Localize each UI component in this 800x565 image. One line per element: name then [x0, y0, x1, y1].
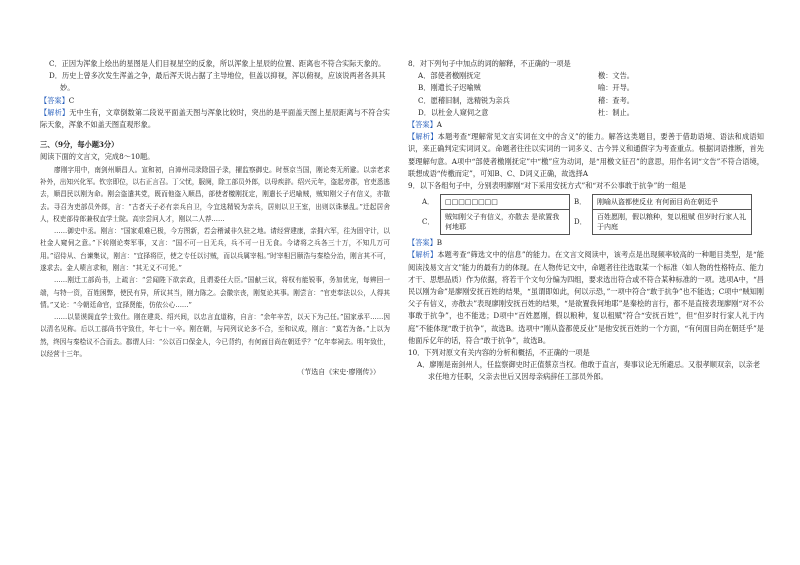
q8-analysis: 【解析】本题考查“理解常见文言实词在文中的含义”的能力。解答这类题目，要善于借助语境、语法和成语知识，来正确判定实词词义。命题者往往以实词的一词多义、古今异义和通假字为考查重点。根据词语推断，首先要理解句意。A项中“部使者檄刚抚定”中“檄”应为动词，是“用檄文征召”的意思，用作名词“文告”不符合语境，联想成语“传檄而定”，可知B、C、D词义正确，故选择A [408, 132, 764, 178]
q9-row-1: A． □□□□□□□□ B． 刚喻从盗都使反业 有何面目尚在朝廷乎 [418, 195, 752, 210]
q10-option-a: A．廖刚是南剑州人，任监察御史时正值蔡京当权。他敢于直言，奏事议论无所避忌。又很孝顺双亲，以亲老求任地方任职，父亲去世后又因母亲病辞任工部员外郎。 [417, 360, 761, 382]
q9-answer-line: 【答案】B [408, 238, 443, 248]
answer-line [40, 95, 390, 107]
analysis-label: 【解析】 [40, 107, 70, 117]
q9-analysis: 【解析】本题考查“筛选文中的信息”的能力。在文言文阅读中，该考点是出现频率较高的一种题目类型，是“能阅读浅易文言文”能力的最有力的体现。在人物传记文中，命题者往往选取某一个标准（如人物的性格特点、能力才干、思想品质）作为依据，将若干个文句分编为四组，要求选出符合或不符合某种标准的一项。选项A中，“昌民以刚为命”是廖刚安抚百姓的结果，“虽谓即如此，何以示恐，”一项中符合“敢于抗争”也不能选；C项中“贼知刚父子有信义，亦散去”表现廖刚安抚百姓的结果，“是欲置我何地耶”是秦桧的言行，都不是直接表现廖刚“对不公事敢于抗争”，也不能选；D项中“百姓愿刚，假以粮种，复以租赋”符合“安抚百姓”，但“但岁时行家人礼于内庭”不能体现“敢于抗争”，故选B。选项中“刚从盗都使反业”是他安抚百姓的一个方面，“有何面目尚在朝廷乎”是他面斥亿年的话，符合“敢于抗争”，故选B。 [408, 250, 764, 345]
left-column [40, 58, 390, 379]
q8-option-b: B．刚遣长子迟喻贼 喻：开导。 [418, 83, 634, 93]
answer-label: 【答案】 [40, 95, 69, 105]
q8-option-a: A．部使者檄刚抚定 檄：文告。 [418, 71, 634, 81]
analysis-line [40, 107, 390, 131]
q9-stem: 9．以下各组句子中，分别表明廖刚“对下采用安抚方式”和“对不公事敢于抗争”的一组是 [408, 181, 687, 191]
passage-source: （节选自《宋史·廖刚传》） [297, 368, 380, 377]
q8-option-d: D．以杜金人窥伺之意 杜：制止。 [418, 107, 634, 117]
section-heading: 三、（9分，每小题3分） [40, 140, 119, 150]
q8-answer-label: 【答案】 [408, 120, 437, 130]
option-c: C．正因为浑象上绘出的星图是人们目视星空的反象，所以浑象上星辰的位置、距离也不符合实际天象的。 [49, 59, 386, 68]
q8-answer-line [408, 119, 764, 131]
section-intro: 阅读下面的文言文，完成8～10题。 [40, 152, 155, 162]
passage-paragraph-4: ……以显谟阁直学士致仕。刚在建炎、绍兴间，以忠言直道称，自言：“余年辛苦，以天下为己任。”国家承平……因以清名见称。后以工部尚书守致仕，年七十一卒。刚在朝，与同列议论多不合，至和议成，刚言：“莫若为备。”上以为然，终因与秦桧议不合而去。郡谓人曰：“公以百口保金人，今已背约，有何面目尚在朝廷乎？”亿年奉祠去。明年致仕，以经营十三年。 [40, 313, 390, 359]
option-d: D．历史上曾多次发生浑盖之争，最后浑天说占据了主导地位，但盖以抑视，浑以俯视，应该说两者各具其妙。 [49, 71, 386, 93]
analysis-text: 无中生有，文章倒数第二段说平面盖天图与浑象比较时，突出的是平面盖天图上星辰距离与不符合实际天象，浑象不如盖天图直观形象。 [40, 107, 390, 130]
q9-row-2: C． 贼知刚父子有信义，亦散去 是欲置我何地耶 D． 百姓愿刚，假以粮种，复以租赋 但岁时行家人礼于内庭 [418, 210, 752, 235]
passage-paragraph-1: 廖刚字用中，南剑州顺昌人。宣和初，自漳州司录除国子录，擢监察御史。时蔡京当国，刚论奏无所避。以亲老求补外，出知兴化军。钦宗即位，以右正言召。丁父忧，服阕，除工部员外郎，以母疾辞。绍兴元年，盗起旁郡，官吏悉逃去，顺昌民以刚为命。刚会盗遣其党，既而他盗入顺昌，部使者檄刚抚定，刚遣长子迟喻贼，贼知刚父子有信义，亦散去。寻召为吏部员外郎，言：“古者天子必有亲兵自卫，今宜选精锐为亲兵，居则以卫王室，出则以诛暴乱。”迁起居舍人，权吏部侍郎兼权直学士院。高宗尝问人才，刚以二人荐…… [40, 165, 390, 223]
answer-value: C [68, 95, 75, 105]
q10-stem: 10．下列对原文有关内容的分析和概括，不正确的一项是 [408, 348, 590, 358]
passage-paragraph-2: ……御史中丞。刚言：“国家艰难已极，今方图新，若会稽诚非久驻之地。请经营建康，亲拥六军，往为固守计，以杜金人窥伺之意。”下转刚论奏军事，又言：“国不可一日无兵，兵不可一日无食。今诸将之兵各三十万，不知几万可用。”诏侍从、台谏集议，刚言：“宜择将臣，使之专任以讨贼，而以兵属宰相。”时宰相吕颐浩与秦桧分治，刚言其不可，遂求去。金人啧言求和，刚言：“其无义不可凭。” [40, 227, 390, 272]
q8-stem: 8．对下列句子中加点的词的解释，不正确的一项是 [408, 59, 571, 68]
q8-option-c: C．愿稽旧制，选精锐为亲兵 稽：查考。 [418, 95, 634, 105]
q9-options-table [418, 194, 752, 235]
q8-answer-value: A [436, 120, 442, 130]
passage-paragraph-3: ……刚迁工部尚书，上疏言：“尝闻陛下欲亲政，且谓委任大臣。”国献三议，将权有能锐事，务加优宠，每辨回一端，与特一资，百姓困弊，使民有异，所议其当，刚力陈之。会徽宗丧，刚复论其事。刚尝言：“官吏奉法以公，人得其情。”又论：“今朝廷命官，宜择贤能，仿依公心……” [40, 276, 390, 309]
right-column [408, 58, 764, 384]
